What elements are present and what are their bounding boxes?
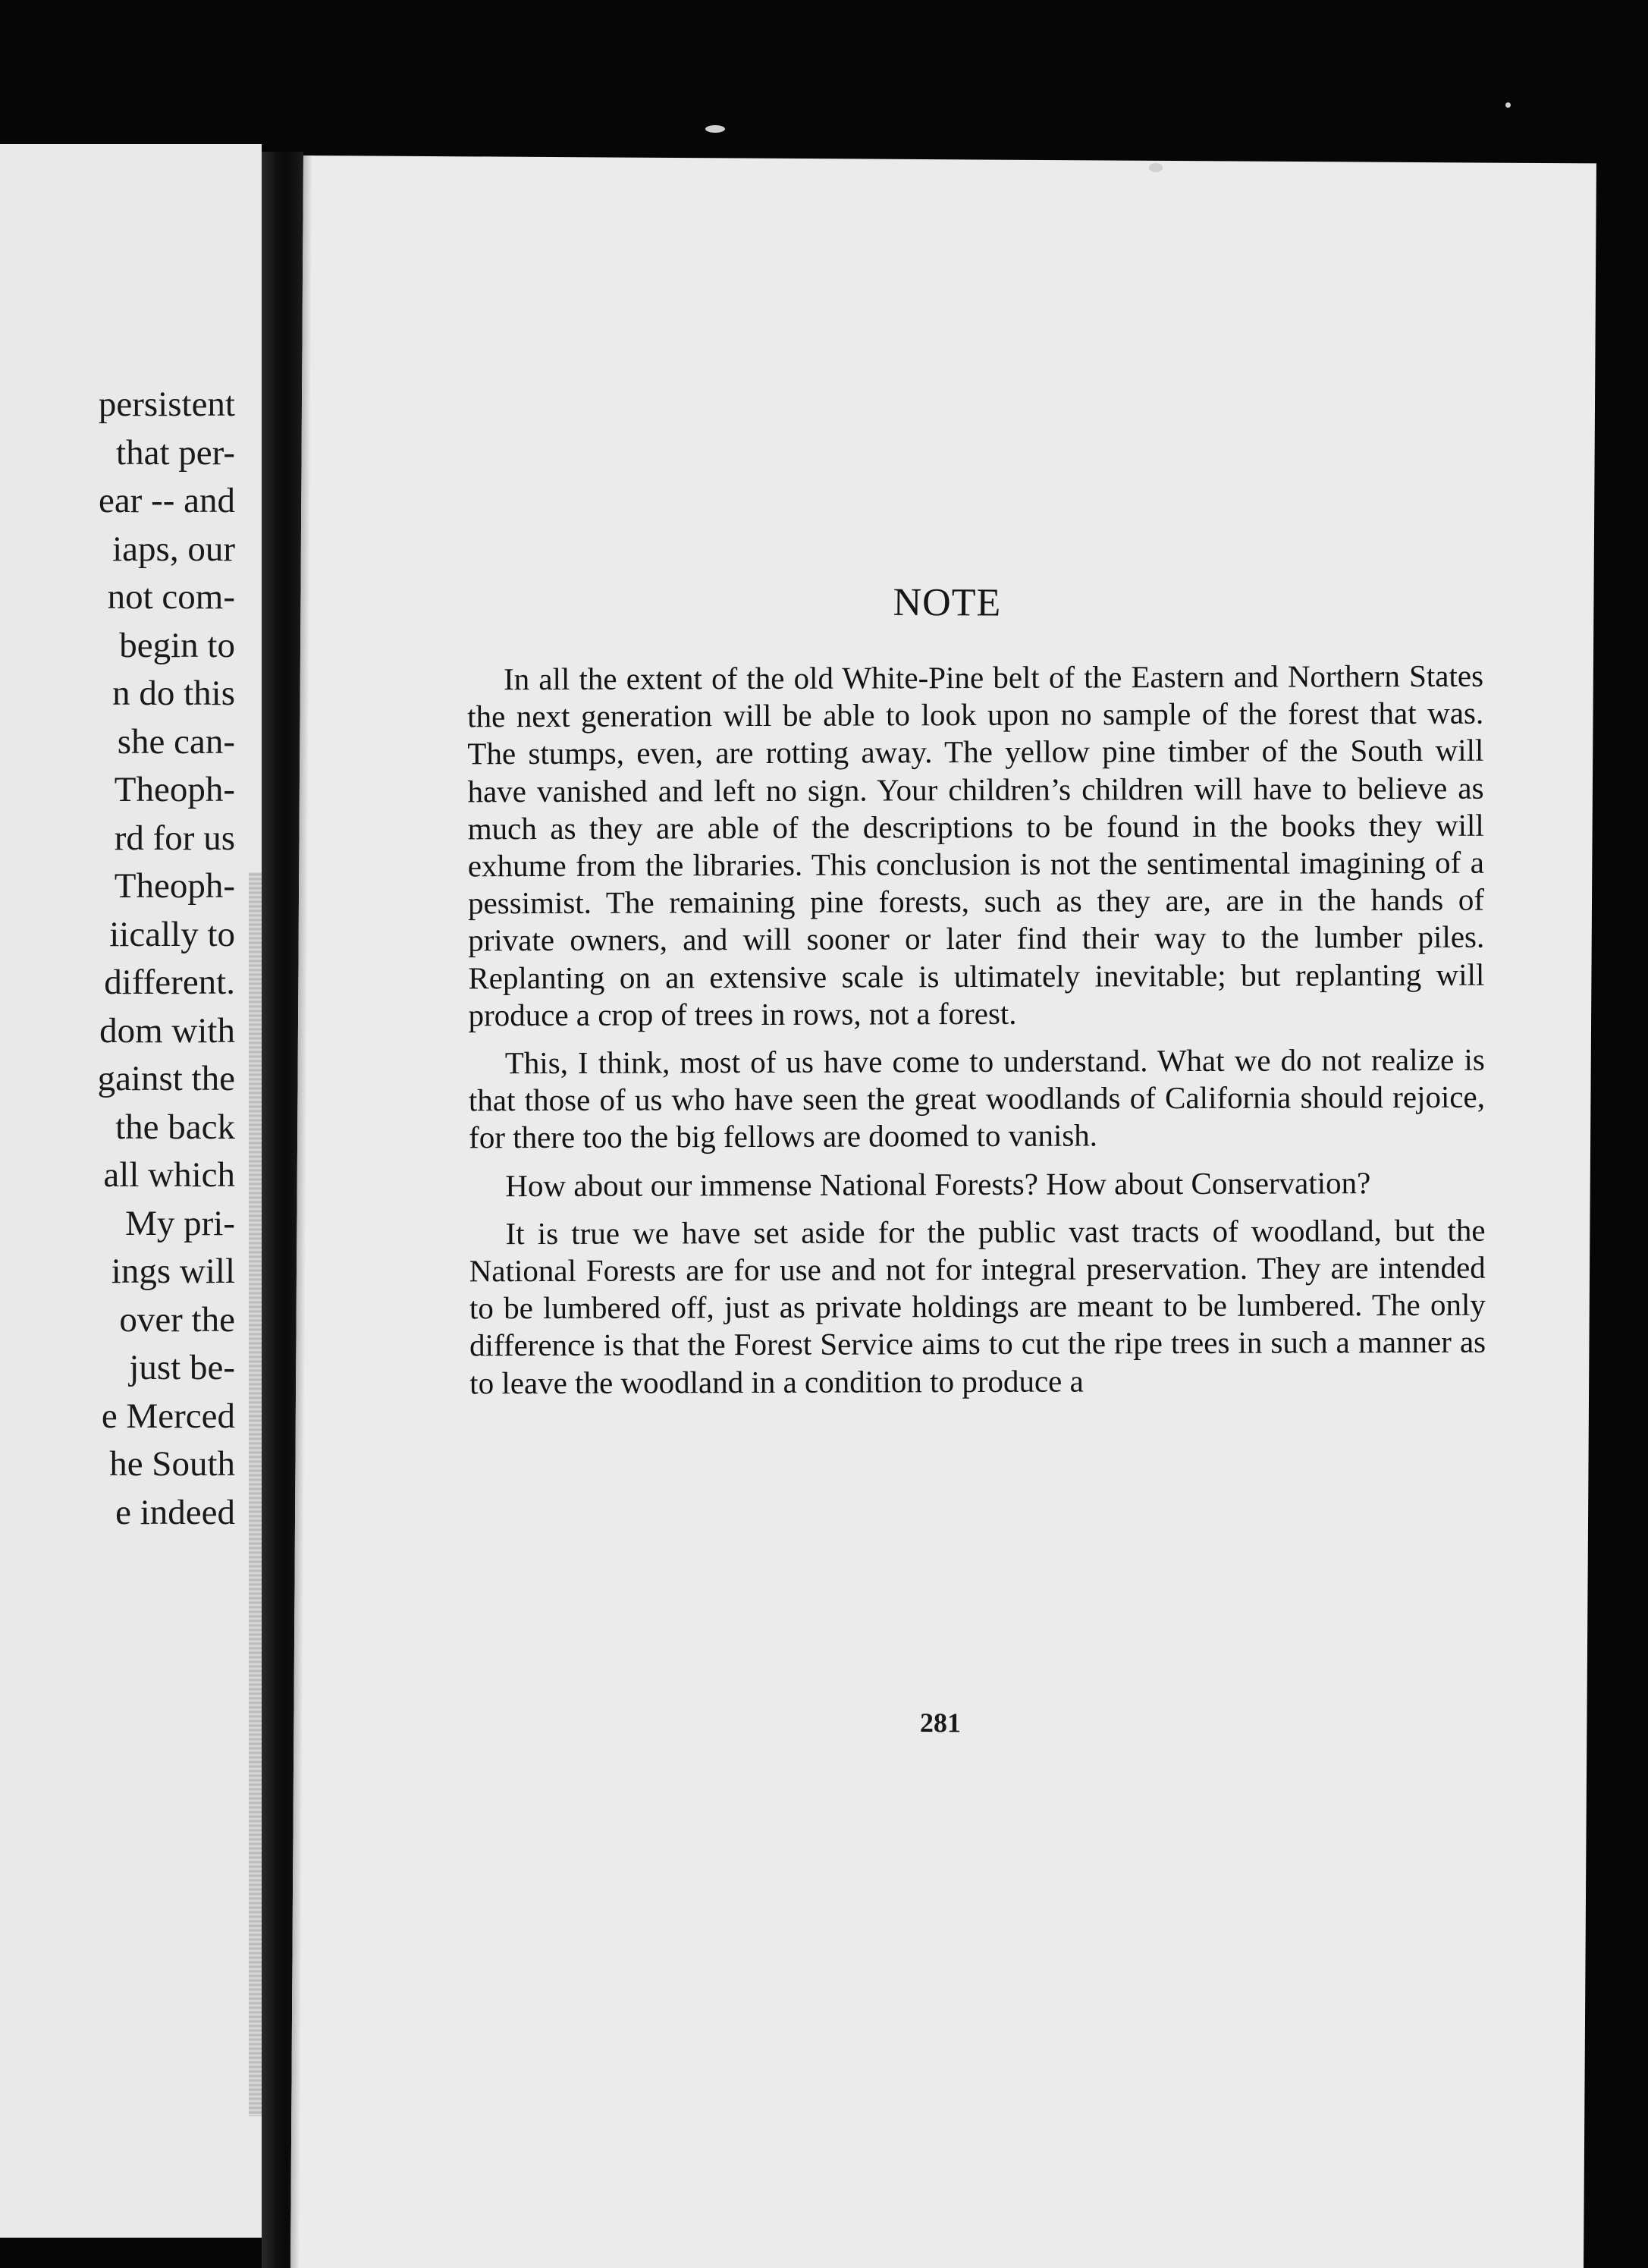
page-number: 281 [919, 1707, 962, 1739]
facing-line: just be- [129, 1348, 235, 1387]
paragraph: In all the extent of the old White-Pine belt of the Eastern and Northern States the next generation will be able to look upon no sample of the forest that was. The stumps, even, are rotting away. The yellow pine timber of the South will have vanished and left no sign. Your children’s children will have to believe as much as they are able of the descriptions to be found in the books they will exhume from the libraries. This conclusion is not the sentimental imagining of a pessimist. The remaining pine forests, such as they are, are in the hands of private owners, and will sooner or later find their way to the lumber piles. Replanting on an extensive scale is ultimately inevitable; but replanting will produce a crop of trees in rows, not a forest. [467, 658, 1485, 1033]
facing-line: ear -- and [98, 481, 235, 520]
facing-line: different. [104, 963, 235, 1002]
body-text [467, 658, 1486, 1413]
facing-line: dom with [99, 1010, 235, 1051]
paragraph: This, I think, most of us have come to understand. What we do not realize is that those of us who have seen the great woodlands of California should rejoice, for there too the big fellows are doomed to vanish. [468, 1041, 1486, 1155]
facing-line: n do this [112, 674, 235, 713]
main-page-right [290, 155, 1596, 2268]
facing-line: Theoph- [114, 866, 235, 906]
facing-line: gainst the [97, 1059, 235, 1098]
paragraph: How about our immense National Forests? How about Conservation? [505, 1164, 1371, 1203]
scan-artifact [1505, 102, 1511, 108]
facing-line: not com- [107, 577, 235, 617]
facing-line: begin to [119, 625, 235, 665]
facing-line: e Merced [101, 1396, 235, 1436]
facing-line: persistent [98, 385, 235, 424]
facing-line: rd for us [114, 818, 235, 858]
facing-line: over the [119, 1299, 235, 1340]
facing-line: iaps, our [112, 529, 235, 569]
scan-artifact [1149, 163, 1163, 172]
facing-line: all which [103, 1155, 235, 1195]
paragraph: It is true we have set aside for the public vast tracts of woodland, but the National Forests are for use and not for integral preservation. They are intended to be lumbered off, just as private holdings are meant to be lumbered. The only difference is that the Forest Service aims to cut the ripe trees in such a manner as to leave the woodland in a condition to produce a [469, 1212, 1486, 1400]
facing-line: Theoph- [114, 770, 235, 809]
facing-line: My pri- [125, 1203, 235, 1243]
facing-line: that per- [116, 432, 235, 473]
facing-line: she can- [117, 721, 235, 762]
facing-line: he South [109, 1444, 235, 1484]
scan-artifact [705, 125, 725, 133]
facing-page-text [98, 381, 235, 1537]
facing-line: ings will [111, 1252, 235, 1291]
facing-line: iically to [109, 914, 235, 954]
facing-line: e indeed [115, 1492, 235, 1532]
page-title: NOTE [893, 580, 1002, 625]
facing-page-left [0, 144, 262, 2238]
facing-line: the back [115, 1107, 235, 1147]
